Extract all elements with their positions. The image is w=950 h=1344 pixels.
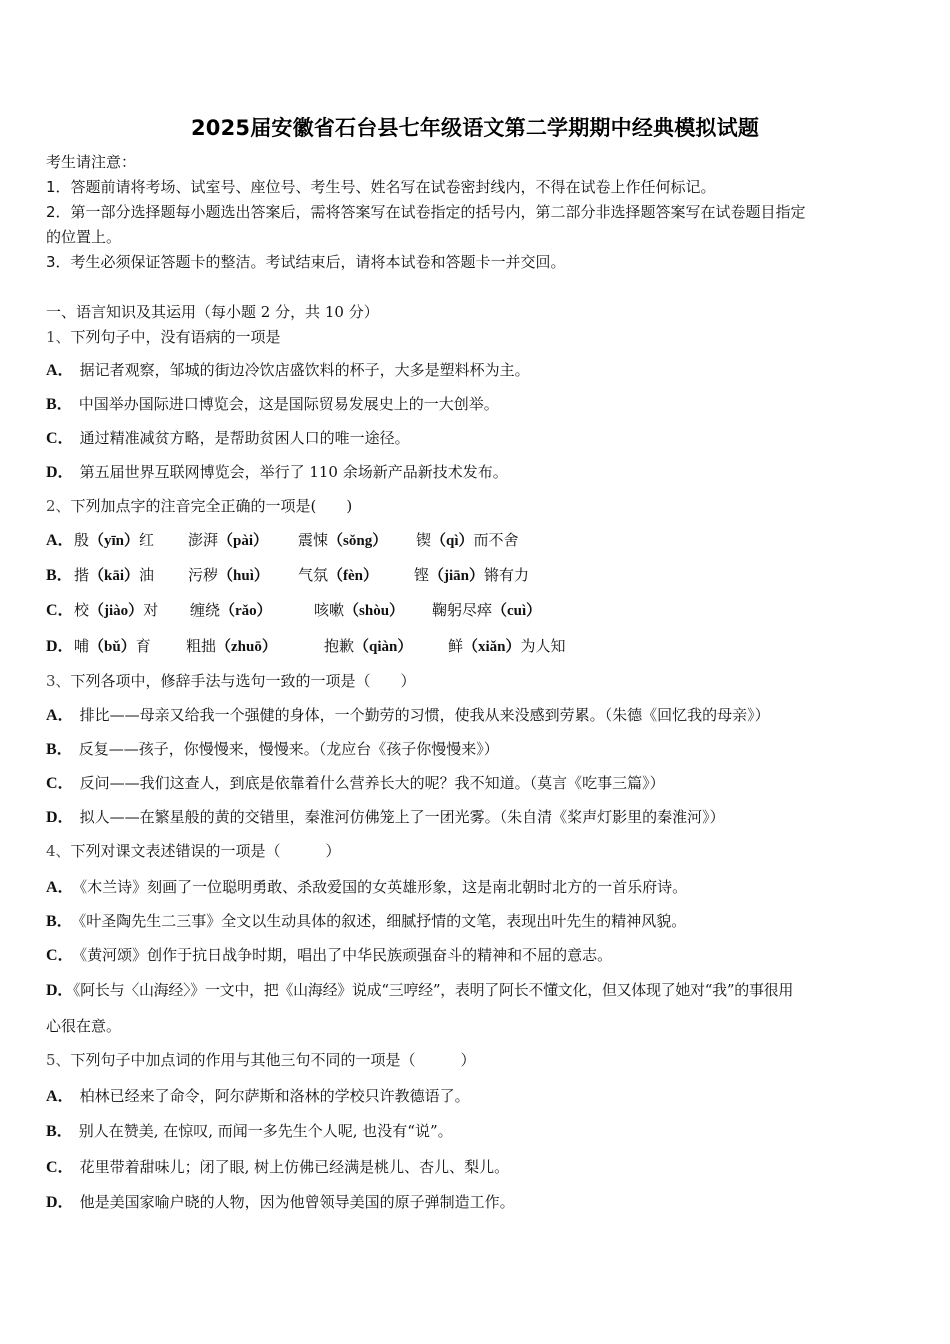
question-1-option-d <box>46 462 508 483</box>
pinyin-text: （rǎo） <box>220 603 272 619</box>
option-text: 柏林已经来了命令，阿尔萨斯和洛林的学校只许教德语了。 <box>79 1087 470 1105</box>
question-3-option-c <box>46 773 665 794</box>
pinyin-item <box>74 600 158 621</box>
pinyin-item <box>432 600 541 621</box>
question-3-option-a <box>46 705 770 726</box>
option-letter: C． <box>46 947 74 964</box>
word-text: 揩 <box>74 566 90 584</box>
question-3-option-b <box>46 739 499 760</box>
option-text: 别人在赞美, 在惊叹, 而闻一多先生个人呢, 也没有“说”。 <box>78 1122 453 1140</box>
question-text: 下列句子中，没有语病的一项是 <box>70 328 281 346</box>
question-3-option-d <box>46 807 725 828</box>
option-text: 《黄河颂》创作于抗日战争时期，唱出了中华民族顽强奋斗的精神和不屈的意志。 <box>79 946 613 964</box>
option-text: 花里带着甜味儿；闭了眼, 树上仿佛已经满是桃儿、杏儿、梨儿。 <box>79 1158 510 1176</box>
question-text: 下列句子中加点词的作用与其他三句不同的一项是（ ） <box>70 1051 476 1069</box>
word-text: 锲 <box>416 531 432 549</box>
notice-item-2-cont: 的位置上。 <box>46 228 122 246</box>
pinyin-item <box>74 636 151 657</box>
word-text: 抱歉 <box>324 637 355 655</box>
word-text: 殷 <box>74 531 90 549</box>
question-number: 5、 <box>46 1051 71 1069</box>
question-5-option-d <box>46 1192 515 1213</box>
pinyin-text: （yīn） <box>89 533 140 549</box>
pinyin-text: （cuì） <box>492 603 542 619</box>
pinyin-item <box>298 565 378 586</box>
option-text: 《木兰诗》刻画了一位聪明勇敢、杀敌爱国的女英雄形象，这是南北朝时北方的一首乐府诗。 <box>79 878 688 896</box>
option-text: 第五届世界互联网博览会，举行了 110 余场新产品新技术发布。 <box>79 463 508 481</box>
question-1-option-a <box>46 360 530 381</box>
word-text: 油 <box>139 566 155 584</box>
question-2-option-c <box>46 600 542 621</box>
pinyin-text: （bǔ） <box>89 639 136 655</box>
pinyin-text: （jiào） <box>89 603 144 619</box>
question-3-stem <box>46 671 416 691</box>
option-text: 拟人——在繁星般的黄的交错里，秦淮河仿佛笼上了一团光雾。（朱自清《桨声灯影里的秦淮河》） <box>79 808 725 826</box>
pinyin-item <box>190 600 272 621</box>
question-1-stem <box>46 327 281 347</box>
pinyin-text: （qiàn） <box>354 639 413 655</box>
question-text: 下列加点字的注音完全正确的一项是( ) <box>70 497 353 515</box>
option-text: 据记者观察，邹城的街边冷饮店盛饮料的杯子，大多是塑料杯为主。 <box>79 361 530 379</box>
pinyin-item <box>324 636 412 657</box>
pinyin-item <box>298 530 387 551</box>
pinyin-text: （jiān） <box>429 568 485 584</box>
word-text: 育 <box>135 637 151 655</box>
option-letter: B． <box>46 567 73 584</box>
word-text: 澎湃 <box>188 531 219 549</box>
word-text: 校 <box>74 601 90 619</box>
option-letter: C． <box>46 1159 74 1176</box>
option-letter: A． <box>46 532 74 549</box>
option-text: 反复——孩子，你慢慢来，慢慢来。（龙应台《孩子你慢慢来》） <box>78 740 499 758</box>
pinyin-item <box>414 565 529 586</box>
question-number: 3、 <box>46 672 71 690</box>
question-2-option-d <box>46 636 566 657</box>
question-5-option-a <box>46 1086 470 1107</box>
option-letter: C． <box>46 430 74 447</box>
option-letter: D． <box>46 638 74 655</box>
option-letter: B． <box>46 913 73 930</box>
option-text: 排比——母亲又给我一个强健的身体，一个勤劳的习惯，使我从来没感到劳累。（朱德《回忆我的母亲》） <box>79 706 770 724</box>
option-text: 《阿长与〈山海经〉》一文中，把《山海经》说成“三哼经”，表明了阿长不懂文化，但又体现了她对“我”的事很用 <box>72 981 794 999</box>
notice-item-3: 3．考生必须保证答题卡的整洁。考试结束后，请将本试卷和答题卡一并交回。 <box>46 253 566 271</box>
word-text: 鲜 <box>448 637 464 655</box>
word-text: 锵有力 <box>484 566 530 584</box>
question-number: 2、 <box>46 497 71 515</box>
question-4-option-c <box>46 945 612 966</box>
question-4-option-d <box>46 980 793 1001</box>
pinyin-item <box>188 565 269 586</box>
option-letter: D． <box>46 464 74 481</box>
pinyin-text: （shòu） <box>344 603 405 619</box>
question-5-stem <box>46 1050 476 1070</box>
option-letter: A． <box>46 707 74 724</box>
pinyin-text: （qì） <box>431 533 474 549</box>
pinyin-text: （fèn） <box>328 568 379 584</box>
option-letter: B． <box>46 1123 73 1140</box>
pinyin-text: （huì） <box>218 568 269 584</box>
option-letter: B． <box>46 396 73 413</box>
question-4-stem <box>46 841 341 861</box>
option-letter: C． <box>46 775 74 792</box>
question-1-option-b <box>46 394 499 415</box>
option-letter: D． <box>46 1194 74 1211</box>
question-number: 4、 <box>46 842 71 860</box>
question-2-option-b <box>46 565 530 586</box>
notice-item-2: 2．第一部分选择题每小题选出答案后，需将答案写在试卷指定的括号内，第二部分非选择题答案写在试卷题目指定 <box>46 203 806 221</box>
question-2-stem <box>46 496 352 516</box>
option-text: 他是美国家喻户晓的人物，因为他曾领导美国的原子弹制造工作。 <box>79 1193 515 1211</box>
notice-heading: 考生请注意： <box>46 153 137 171</box>
word-text: 污秽 <box>188 566 219 584</box>
pinyin-item <box>448 636 566 657</box>
question-4-option-b <box>46 911 686 932</box>
question-2-option-a <box>46 530 519 551</box>
pinyin-text: （sǒng） <box>328 533 388 549</box>
pinyin-item <box>74 530 154 551</box>
question-number: 1、 <box>46 328 71 346</box>
section-heading: 一、语言知识及其运用（每小题 2 分，共 10 分） <box>46 303 379 321</box>
page-title: 2025届安徽省石台县七年级语文第二学期期中经典模拟试题 <box>190 116 760 140</box>
option-letter: D． <box>46 809 74 826</box>
word-text: 气氛 <box>298 566 329 584</box>
option-text: 通过精准减贫方略，是帮助贫困人口的唯一途径。 <box>79 429 410 447</box>
question-1-option-c <box>46 428 410 449</box>
option-letter: A． <box>46 1088 74 1105</box>
option-letter: C． <box>46 602 74 619</box>
word-text: 哺 <box>74 637 90 655</box>
word-text: 铿 <box>414 566 430 584</box>
question-4-option-d-continuation: 心很在意。 <box>46 1017 122 1035</box>
notice-item-1: 1．答题前请将考场、试室号、座位号、考生号、姓名写在试卷密封线内，不得在试卷上作任何标记。 <box>46 178 716 196</box>
question-4-option-a <box>46 877 687 898</box>
word-text: 对 <box>143 601 159 619</box>
option-text: 《叶圣陶先生二三事》全文以生动具体的叙述，细腻抒情的文笔，表现出叶先生的精神风貌。 <box>78 912 687 930</box>
option-letter: A． <box>46 879 74 896</box>
option-text: 反问——我们这查人，到底是依靠着什么营养长大的呢？我不知道。（莫言《吃事三篇》） <box>79 774 665 792</box>
word-text: 为人知 <box>520 637 566 655</box>
question-5-option-b <box>46 1121 453 1142</box>
word-text: 粗拙 <box>186 637 217 655</box>
pinyin-item <box>186 636 277 657</box>
option-text: 中国举办国际进口博览会，这是国际贸易发展史上的一大创举。 <box>78 395 499 413</box>
pinyin-item <box>74 565 154 586</box>
pinyin-item <box>188 530 268 551</box>
question-text: 下列各项中，修辞手法与选句一致的一项是（ ） <box>70 672 416 690</box>
word-text: 震悚 <box>298 531 329 549</box>
question-5-option-c <box>46 1157 509 1178</box>
word-text: 咳嗽 <box>314 601 345 619</box>
word-text: 鞠躬尽瘁 <box>432 601 493 619</box>
pinyin-text: （xiǎn） <box>463 639 521 655</box>
pinyin-text: （zhuō） <box>216 639 277 655</box>
pinyin-text: （kāi） <box>89 568 140 584</box>
pinyin-item <box>314 600 404 621</box>
pinyin-text: （pài） <box>218 533 269 549</box>
word-text: 缠绕 <box>190 601 221 619</box>
option-letter: D． <box>46 982 73 999</box>
word-text: 而不舍 <box>473 531 519 549</box>
option-letter: A． <box>46 362 74 379</box>
word-text: 红 <box>139 531 155 549</box>
option-letter: B． <box>46 741 73 758</box>
pinyin-item <box>416 530 519 551</box>
question-text: 下列对课文表述错误的一项是（ ） <box>70 842 341 860</box>
